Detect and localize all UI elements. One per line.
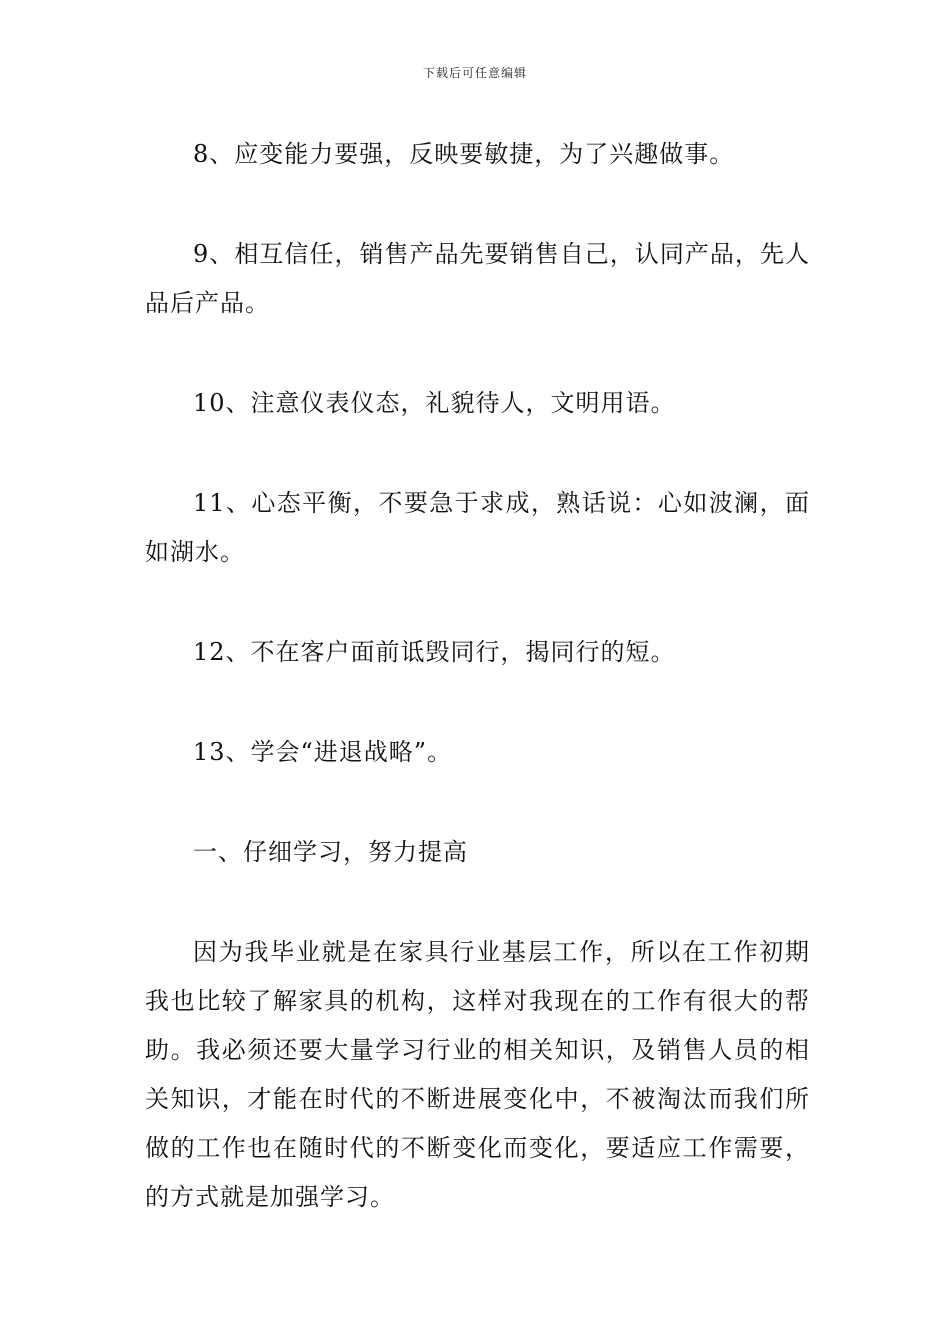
list-item-13: 13、学会“进退战略”。	[193, 738, 453, 766]
list-item-8: 8、应变能力要强，反映要敏捷，为了兴趣做事。	[193, 140, 735, 168]
document-body	[145, 130, 810, 1222]
list-item-12: 12、不在客户面前诋毁同行，揭同行的短。	[193, 638, 676, 666]
list-item-9: 9、相互信任，销售产品先要销售自己，认同产品，先人品后产品。	[145, 240, 810, 317]
page-header-note: 下载后可任意编辑	[422, 66, 527, 80]
list-item-10: 10、注意仪表仪态，礼貌待人，文明用语。	[193, 389, 676, 417]
list-item-11: 11、心态平衡，不要急于求成，熟话说：心如波澜，面如湖水。	[145, 489, 810, 566]
body-paragraph: 因为我毕业就是在家具行业基层工作，所以在工作初期我也比较了解家具的机构，这样对我现在的工作有很大的帮助。我必须还要大量学习行业的相关知识，及销售人员的相关知识，才能在时代的不断进展变化中，不被淘汰而我们所做的工作也在随时代的不断变化而变化，要适应工作需要，的方式就是加强学习。	[145, 938, 810, 1211]
section-heading: 一、仔细学习，努力提高	[193, 838, 468, 866]
